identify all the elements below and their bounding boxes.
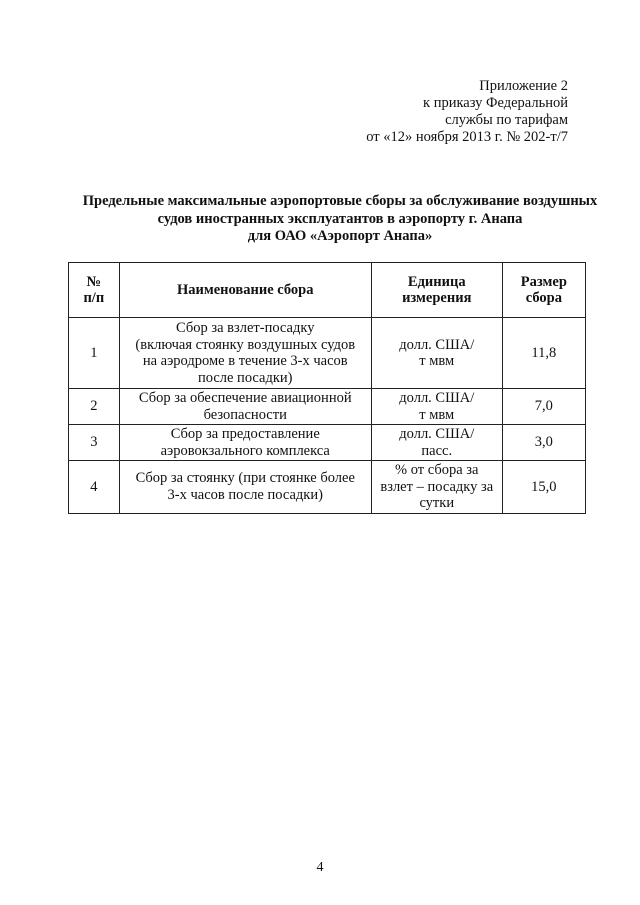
- header-size: Размер сбора: [502, 263, 585, 318]
- row-fee-name: Сбор за предоставление аэровокзального комплекса: [119, 425, 371, 461]
- row-num: 4: [69, 461, 120, 514]
- appendix-line: службы по тарифам: [445, 112, 568, 128]
- header-name: Наименование сбора: [119, 263, 371, 318]
- appendix-line: от «12» ноября 2013 г. № 202-т/7: [366, 129, 568, 145]
- document-title: [40, 193, 640, 246]
- row-unit: долл. США/ т мвм: [371, 389, 502, 425]
- title-line: судов иностранных эксплуатантов в аэропорту г. Анапа: [157, 210, 523, 227]
- fees-table: [68, 262, 586, 514]
- table-row: [69, 389, 586, 425]
- row-unit: % от сбора за взлет – посадку за сутки: [371, 461, 502, 514]
- row-fee-name: Сбор за взлет-посадку (включая стоянку воздушных судов на аэродроме в течение 3-х часов после посадки): [119, 318, 371, 389]
- table-row: [69, 425, 586, 461]
- row-num: 1: [69, 318, 120, 389]
- appendix-line: к приказу Федеральной: [423, 95, 568, 111]
- row-value: 15,0: [502, 461, 585, 514]
- page-number: 4: [316, 860, 324, 875]
- row-unit: долл. США/ пасс.: [371, 425, 502, 461]
- table-row: [69, 461, 586, 514]
- title-line: для ОАО «Аэропорт Анапа»: [247, 228, 433, 244]
- appendix-reference: [366, 78, 568, 146]
- header-unit: Единица измерения: [371, 263, 502, 318]
- header-num: № п/п: [69, 263, 120, 318]
- title-line: Предельные максимальные аэропортовые сборы за обслуживание воздушных: [82, 193, 598, 209]
- row-value: 3,0: [502, 425, 585, 461]
- appendix-line: Приложение 2: [479, 78, 568, 94]
- row-unit: долл. США/ т мвм: [371, 318, 502, 389]
- table-header-row: [69, 263, 586, 318]
- row-num: 3: [69, 425, 120, 461]
- row-fee-name: Сбор за стоянку (при стоянке более 3-х часов после посадки): [119, 461, 371, 514]
- row-value: 7,0: [502, 389, 585, 425]
- row-fee-name: Сбор за обеспечение авиационной безопасности: [119, 389, 371, 425]
- row-num: 2: [69, 389, 120, 425]
- table-row: [69, 318, 586, 389]
- row-value: 11,8: [502, 318, 585, 389]
